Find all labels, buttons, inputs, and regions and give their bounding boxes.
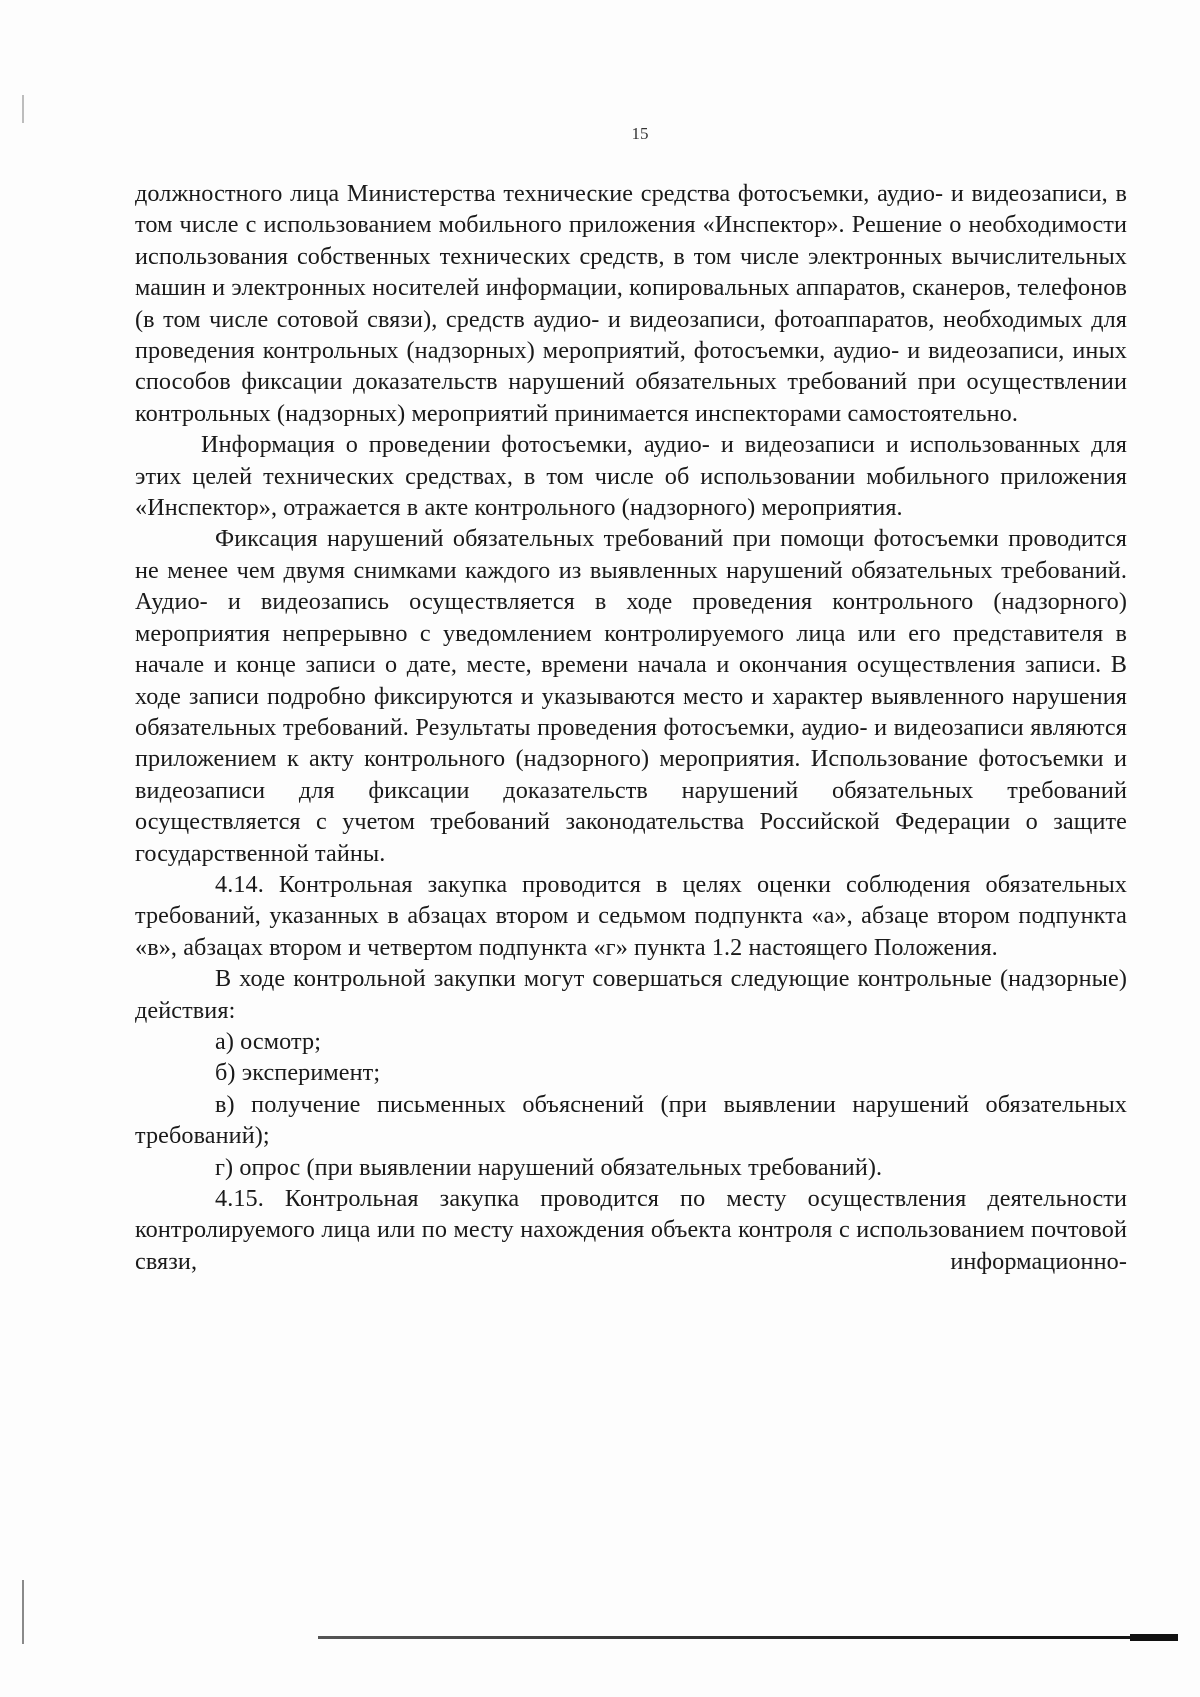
list-item-survey: г) опрос (при выявлении нарушений обязательных требований). [215, 1153, 883, 1181]
footer-rule-end [1130, 1634, 1178, 1641]
list-item-written-explanations: в) получение письменных объяснений (при выявлении нарушений обязательных требований); [135, 1090, 1127, 1150]
paragraph-actions-intro: В ходе контрольной закупки могут совершаться следующие контрольные (надзорные) действия: [135, 965, 1127, 1024]
paragraph-continuation: должностного лица Министерства технические средства фотосъемки, аудио- и видеозаписи, в том числе с использованием мобильного приложения «Инспектор». Решение о необходимости использования собственных технических средств, в том числе электронных вычислительных машин и электронных носителей информации, копировальных аппаратов, сканеров, телефонов (в том числе сотовой связи), средств аудио- и видеозаписи, фотоаппаратов, необходимых для проведения контрольных (надзорных) мероприятий, фотосъемки, аудио- и видеозаписи, иных способов фиксации доказательств нарушений обязательных требований при осуществлении контрольных (надзорных) мероприятий принимается инспекторами самостоятельно. [135, 180, 1127, 427]
paragraph-fixation: Фиксация нарушений обязательных требований при помощи фотосъемки проводится не менее чем двумя снимками каждого из выявленных нарушений обязательных требований. Аудио- и видеозапись осуществляется в ходе проведения контрольного (надзорного) мероприятия непрерывно с уведомлением контролируемого лица или его представителя в начале и конце записи о дате, месте, времени начала и окончания осуществления записи. В ходе записи подробно фиксируются и указываются место и характер выявленного нарушения обязательных требований. Результаты проведения фотосъемки, аудио- и видеозаписи являются приложением к акту контрольного (надзорного) мероприятия. Использование фотосъемки и видеозаписи для фиксации доказательств нарушений обязательных требований осуществляется с учетом требований законодательства Российской Федерации о защите государственной тайны. [135, 525, 1127, 867]
document-body [135, 178, 1127, 1277]
paragraph-4-15: 4.15. Контрольная закупка проводится по месту осуществления деятельности контролируемого лица или по месту нахождения объекта контроля с использованием почтовой связи, информационно- [135, 1185, 1127, 1275]
list-item-experiment: б) эксперимент; [215, 1059, 381, 1087]
paragraph-photo-info: Информация о проведении фотосъемки, аудио- и видеозаписи и использованных для этих целей технических средствах, в том числе об использовании мобильного приложения «Инспектор», отражается в акте контрольного (надзорного) мероприятия. [135, 431, 1127, 522]
scan-edge-mark [22, 1580, 24, 1644]
list-item-inspection: а) осмотр; [215, 1027, 322, 1055]
page-number: 15 [631, 124, 649, 143]
footer-rule [318, 1636, 1178, 1639]
paragraph-4-14: 4.14. Контрольная закупка проводится в целях оценки соблюдения обязательных требований, указанных в абзацах втором и седьмом подпункта «а», абзаце втором подпункта «в», абзацах втором и четвертом подпункта «г» пункта 1.2 настоящего Положения. [135, 870, 1127, 961]
scan-edge-mark [22, 95, 24, 123]
